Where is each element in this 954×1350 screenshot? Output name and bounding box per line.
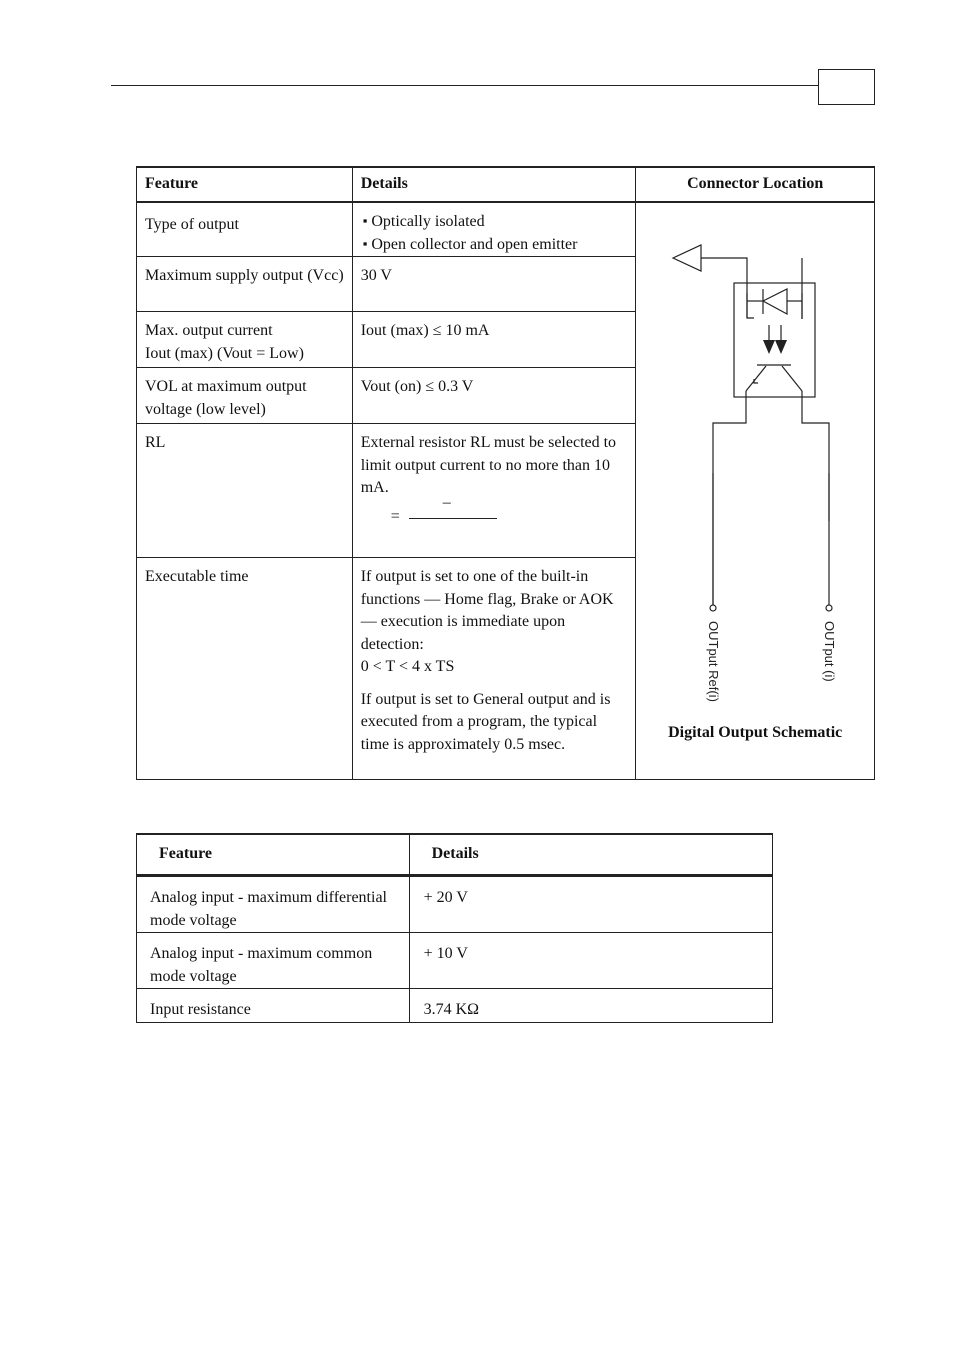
details-cell: 30 V — [352, 257, 636, 312]
table-row — [137, 876, 773, 933]
details-cell — [352, 558, 636, 780]
header-rule — [111, 85, 819, 86]
details-text: 0 < T < 4 x TS — [360, 658, 455, 675]
details-cell — [352, 202, 636, 257]
feature-cell: Input resistance — [137, 989, 410, 1023]
diode-icon — [763, 289, 787, 314]
bullet-item: ▪ Open collector and open emitter — [361, 234, 628, 257]
digital-output-schematic — [636, 203, 875, 780]
output-label: OUTput (i) — [822, 621, 838, 682]
details-cell — [352, 424, 636, 558]
formula-minus: – — [442, 493, 451, 511]
schematic-cell — [636, 202, 875, 780]
terminal-ref-icon — [710, 605, 716, 611]
feature-cell: RL — [137, 424, 353, 558]
details-text: External resistor RL must be selected to limit output current to no more than 10 mA. — [360, 434, 617, 496]
feature-cell: Analog input - maximum common mode voltage — [137, 933, 410, 989]
formula-equals: = — [390, 507, 400, 525]
column-header-connector-location: Connector Location — [636, 167, 875, 202]
details-text: If output is set to General output and is executed from a program, the typical time is approximately 0.5 msec. — [360, 690, 611, 753]
table-header-row — [137, 834, 773, 876]
rl-formula — [361, 493, 628, 540]
table-header-row — [137, 167, 875, 202]
light-arrow-icon — [763, 340, 775, 354]
digital-output-spec-table — [136, 166, 875, 780]
schematic-title: Digital Output Schematic — [668, 724, 843, 741]
column-header-feature: Feature — [137, 167, 353, 202]
feature-cell: Analog input - maximum differential mode voltage — [137, 876, 410, 933]
table-row — [137, 202, 875, 257]
column-header-details: Details — [352, 167, 636, 202]
details-text: If output is set to one of the built-in functions — Home flag, Brake or AOK — execution is immediate upon detection: — [360, 568, 614, 653]
details-cell: 3.74 KΩ — [409, 989, 772, 1023]
feature-cell: Executable time — [137, 558, 353, 780]
bullet-item: ▪ Optically isolated — [361, 211, 628, 234]
column-header-feature: Feature — [137, 834, 410, 876]
details-cell: + 10 V — [409, 933, 772, 989]
output-ref-label: OUTput Ref(i) — [706, 621, 722, 702]
feature-cell: Type of output — [137, 202, 353, 257]
feature-line: Max. output current — [145, 322, 273, 339]
feature-cell: VOL at maximum output voltage (low level) — [137, 368, 353, 424]
feature-line: Iout (max) (Vout = Low) — [145, 344, 304, 362]
feature-cell — [137, 312, 353, 368]
input-arrow-icon — [673, 245, 701, 271]
column-header-details: Details — [409, 834, 772, 876]
light-arrow-icon — [775, 340, 787, 354]
details-cell: Iout (max) ≤ 10 mA — [352, 312, 636, 368]
details-cell: + 20 V — [409, 876, 772, 933]
table-row — [137, 933, 773, 989]
feature-cell: Maximum supply output (Vcc) — [137, 257, 353, 312]
analog-input-spec-table — [136, 833, 773, 1023]
table-row — [137, 989, 773, 1023]
formula-fraction-bar — [409, 518, 497, 519]
details-cell: Vout (on) ≤ 0.3 V — [352, 368, 636, 424]
terminal-out-icon — [826, 605, 832, 611]
page-number-box — [818, 69, 875, 105]
